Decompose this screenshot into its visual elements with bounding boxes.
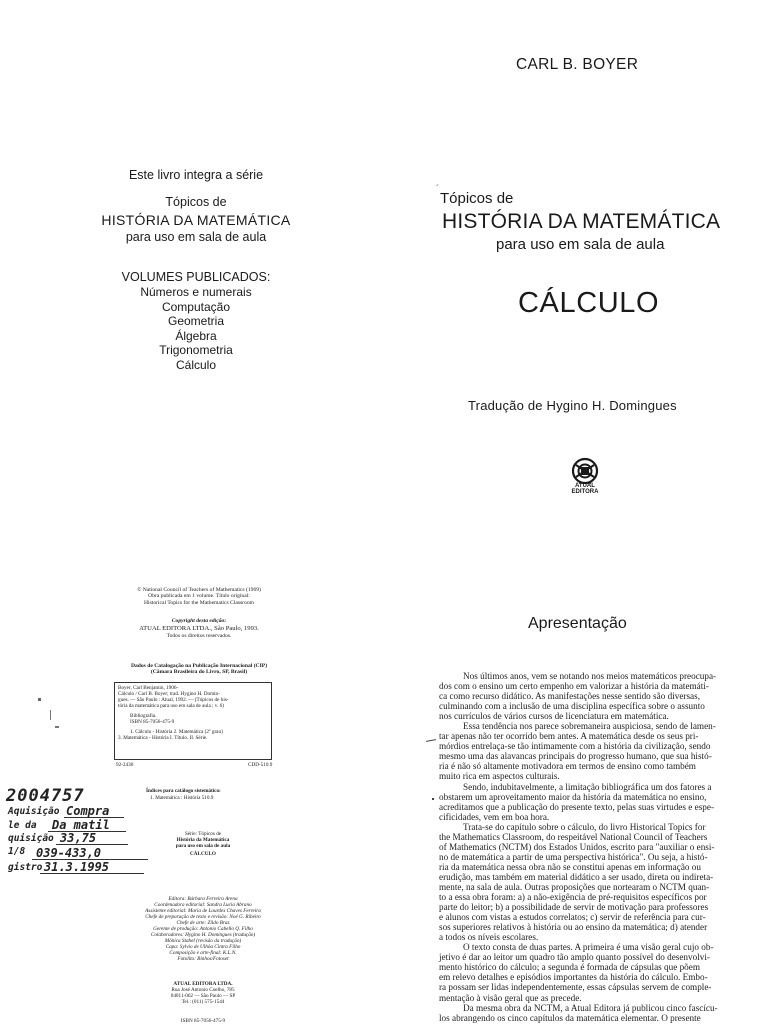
register-label: gistro xyxy=(8,862,43,873)
book-title: CÁLCULO xyxy=(518,287,660,319)
text-line: erudição, mas também em material didático a ser usado, direta ou indireta- xyxy=(439,871,714,882)
publisher-address xyxy=(120,981,286,1005)
presentation-heading: Apresentação xyxy=(528,615,627,632)
credit-line: Chefe de arte: Zildo Braz xyxy=(176,920,230,926)
cip-line: ISBN 85-7056-475-9 xyxy=(130,719,175,725)
address-line: Rua José Antonio Coelho, 785 xyxy=(171,987,235,993)
original-copyright xyxy=(110,587,288,606)
rights-line: Todos os direitos reservados. xyxy=(166,633,232,639)
text-line: Nos últimos anos, vem se notando nos meios matemáticos preocupa- xyxy=(463,671,717,681)
text-line: of Mathematics (NCTM) dos Estados Unidos, escrito para "auxiliar o ensi- xyxy=(439,841,715,852)
publisher-logo xyxy=(570,456,600,512)
credit-line: Editora: Bárbara Ferreira Arena xyxy=(168,896,238,902)
register-value: Compra xyxy=(66,804,110,818)
text-line: sos superiores relativos à história ou ao ensino da matemática; d) atender xyxy=(439,922,708,933)
text-line: em relevo detalhes e episódios importantes da história do cálculo. Embo- xyxy=(439,972,708,983)
text-line: tar apenas não ter ocorrido bem antes. A matemática desde os seus pri- xyxy=(439,731,699,742)
volume-item: Números e numerais xyxy=(140,285,252,299)
text-line: mesmo uma das alavancas principais do progresso humano, que sua histó- xyxy=(439,751,712,762)
series-box-line: Série: Tópicos de xyxy=(184,831,222,837)
presentation-page xyxy=(384,560,768,1024)
scan-speck xyxy=(38,698,41,701)
series-box-line: para uso em sala de aula xyxy=(175,843,231,849)
index-line: 1. Matemática : História 510.9 xyxy=(150,795,214,801)
series-line-3: para uso em sala de aula xyxy=(125,230,267,244)
scan-speck xyxy=(55,726,59,728)
text-line: jetivo é dar ao leitor um quadro tão amplo quanto possível do desenvolvi- xyxy=(439,952,710,963)
volume-item: Geometria xyxy=(167,314,225,328)
credit-line: Coordenadora editorial: Sandra Lucia Abrano xyxy=(154,902,252,908)
scan-speck xyxy=(432,798,434,800)
copyright-label: Copyright desta edição: xyxy=(171,618,227,624)
register-label: 1/8 xyxy=(8,846,26,857)
text-line: Trata-se do capítulo sobre o cálculo, do livro Historical Topics for xyxy=(463,821,706,832)
register-value: 31.3.1995 xyxy=(44,860,110,874)
title-page xyxy=(384,0,768,560)
volume-item: Álgebra xyxy=(175,328,217,343)
register-label: Aquisição xyxy=(8,806,60,817)
cip-line: gues. — São Paulo : Atual, 1992. — (Tópicos de his- xyxy=(118,697,229,703)
credit-line: Composição e arte-final: K.L.N. xyxy=(169,950,237,956)
original-line: © National Council of Teachers of Mathematics (1969) xyxy=(137,587,261,593)
address-line: Tel.: (011) 575-1544 xyxy=(181,999,225,1005)
text-line: mórdios entrelaça-se tão intimamente com a história da civilização, sendo xyxy=(439,741,711,752)
publisher-line: ATUAL EDITORA LTDA., São Paulo, 1993. xyxy=(139,625,259,632)
isbn-footer: ISBN 85-7056-475-9 xyxy=(180,1018,226,1024)
title-series-line-3: para uso em sala de aula xyxy=(496,236,665,253)
text-line: ca como recurso didático. As manifestações nesse sentido são diversas, xyxy=(439,691,700,702)
text-line: to a essa obra foram: a) a não-exigência de pré-requisitos específicos por xyxy=(439,892,707,903)
credit-line: Capa: Sylvio de Ulhôa Cintra Filho xyxy=(165,944,241,950)
copyright-page xyxy=(0,560,384,1024)
volume-item: Cálculo xyxy=(175,357,217,372)
volumes-heading: VOLUMES PUBLICADOS: xyxy=(121,270,271,284)
cip-code-right: CDD-510.9 xyxy=(248,762,273,768)
text-line: the Mathematics Classroom, do respeitável National Council of Teachers xyxy=(439,831,708,842)
handwritten-number: 2004757 xyxy=(6,786,85,806)
credit-line: Fotolito: Binhos/Fotoset xyxy=(177,956,229,962)
text-line: O texto consta de duas partes. A primeira é uma visão geral cujo ob- xyxy=(463,942,714,953)
volumes-list xyxy=(96,285,296,372)
logo-text-1: ATUAL xyxy=(575,483,595,489)
index-heading: Índices para catálogo sistemático: xyxy=(146,788,221,794)
series-box-title: CÁLCULO xyxy=(190,851,216,857)
original-line: Obra publicada em 1 volume. Título original: xyxy=(148,593,250,600)
series-intro: Este livro integra a série xyxy=(128,168,264,182)
logo-text-2: EDITORA xyxy=(571,489,599,495)
credit-line: Chefe de preparação de texto e revisão: Noé G. Ribeiro xyxy=(145,914,261,920)
text-line: ria da matemática nessa obra não se constitui apenas em informação ou xyxy=(439,861,701,872)
text-line: ria é não só altamente motivadora em termos de ensino como também xyxy=(439,761,696,772)
credit-line: Mônica Stahel (revisão da tradução) xyxy=(164,938,242,944)
presentation-text xyxy=(439,671,741,1023)
title-series-line-1: Tópicos de xyxy=(440,190,514,207)
scan-mark xyxy=(426,739,436,742)
scan-mark: ´ xyxy=(436,184,440,195)
cip-box xyxy=(114,682,272,760)
text-line: Essa tendência nos parece sobremaneira auspiciosa, sendo de lamen- xyxy=(463,721,716,732)
register-label: le da xyxy=(8,820,37,831)
text-line: cificidades, vem em boa hora. xyxy=(439,811,550,822)
register-value: 039-433,0 xyxy=(36,846,102,860)
text-line: Da mesma obra da NCTM, a Atual Editora já publicou cinco fascícu- xyxy=(463,1002,718,1013)
register-value: 33,75 xyxy=(60,831,97,845)
text-line: Sendo, indubitavelmente, a limitação bibliográfica um dos fatores a xyxy=(463,781,712,792)
series-line-1: Tópicos de xyxy=(165,195,227,209)
series-box xyxy=(158,831,248,857)
text-line: culminando com a inclusão de uma disciplina específica sobre o assunto xyxy=(439,701,705,712)
cip-line: Bibliografia. xyxy=(130,713,157,719)
title-series-line-2: HISTÓRIA DA MATEMÁTICA xyxy=(442,210,721,233)
volume-item: Computação xyxy=(161,299,231,314)
register-value: Da matil xyxy=(52,818,110,832)
text-line: obstarem um aproveitamento maior da história da matemática no ensino, xyxy=(439,791,707,802)
cip-code-left: 92-2430 xyxy=(116,762,134,768)
address-line: 04011-062 — São Paulo — SP xyxy=(170,993,236,999)
address-line: ATUAL EDITORA LTDA. xyxy=(173,981,233,987)
cip-line: Cálculo / Carl B. Boyer; trad. Hygino H. Domin- xyxy=(118,691,220,697)
cip-line: tória da matemática para uso em sala de aula ; v. 6) xyxy=(118,703,224,709)
text-line: parte do leitor; b) a possibilidade de servir de motivação para professores xyxy=(439,902,709,913)
series-line-2: HISTÓRIA DA MATEMÁTICA xyxy=(101,212,291,228)
text-line: dos com o ensino um certo empenho em valorizar a história da matemáti- xyxy=(439,681,709,692)
author-name: CARL B. BOYER xyxy=(516,56,639,73)
credits xyxy=(98,896,308,962)
text-line: acreditamos que a publicação do presente texto, pelas suas virtudes e espe- xyxy=(439,801,715,812)
translator-line: Tradução de Hygino H. Domingues xyxy=(468,398,677,413)
credit-line: Assistente editorial: Maria de Lourdes Chaves Ferreira xyxy=(145,908,261,914)
text-line: nos currículos de vários cursos de licenciatura em matemática. xyxy=(439,711,669,722)
text-line: no de matemática a partir de uma perspectiva histórica". Ou seja, a histó- xyxy=(439,851,708,862)
cip-line: 1. Cálculo - História 2. Matemática (2º grau) xyxy=(130,729,223,735)
text-line: mente, na sala de aula. Outras proposições que nortearam o NCTM quan- xyxy=(439,881,710,892)
original-line: Historical Topics for the Mathematics Classroom xyxy=(144,599,254,606)
series-box-line: História da Matemática xyxy=(176,837,230,843)
text-line: mento histórico do cálculo; a segunda é formada de cápsulas que põem xyxy=(439,962,700,973)
register-label: quisição xyxy=(8,833,54,844)
cip-subheading: (Câmara Brasileira do Livro, SP, Brasil) xyxy=(150,669,248,675)
credit-line: Colaboradores: Hygino H. Domingues (tradução) xyxy=(150,932,256,938)
cip-heading: Dados de Catalogação na Publicação Internacional (CIP) xyxy=(130,663,268,669)
scan-speck xyxy=(50,710,51,720)
text-line: ra possam ser lidas independentemente, essas cápsulas servem de comple- xyxy=(439,982,712,993)
handwritten-register xyxy=(8,806,164,878)
cip-line: 3. Matemática - História I. Título. II. Série. xyxy=(118,735,208,741)
text-line: e alunos com vistas a estudos correlatos; c) servir de referência para cur- xyxy=(439,912,706,923)
text-line: mentação à visão geral que as precede. xyxy=(439,992,582,1003)
volume-item: Trigonometria xyxy=(159,343,233,357)
credit-line: Gerente de produção: Antonio Cabello Q. Filho xyxy=(153,926,253,932)
cip-line: Boyer, Carl Benjamin, 1906- xyxy=(118,685,179,691)
text-line: a todos os níveis escolares. xyxy=(439,932,539,943)
text-line: los abrangendo os cinco capítulos da matemática elementar. O presente xyxy=(439,1012,701,1023)
text-line: muito rica em aspectos culturais. xyxy=(439,771,560,782)
series-page xyxy=(0,0,384,560)
